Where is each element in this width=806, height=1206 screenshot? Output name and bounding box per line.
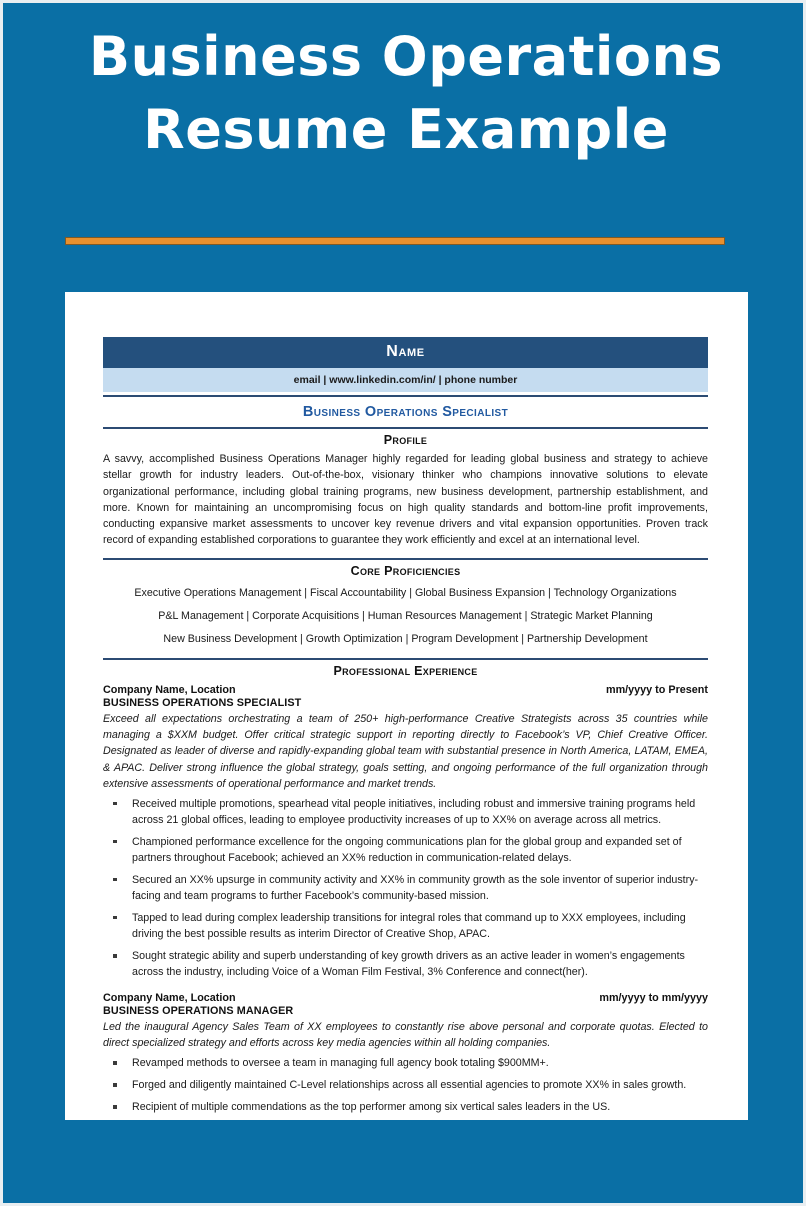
experience-bullet: Tapped to lead during complex leadership transitions for integral roles that command up to XXX employees, including driving the best possible results as interim Director of Creative Shop, APAC. [103, 910, 708, 942]
experience-dates: mm/yyyy to Present [605, 684, 708, 697]
section-title-profile: Profile [383, 433, 428, 447]
experience-entry [103, 992, 708, 1115]
core-proficiency-row: P&L Management | Corporate Acquisitions | Human Resources Management | Strategic Market Planning [158, 609, 653, 622]
experience-company: Company Name, Location [103, 684, 236, 697]
experience-company: Company Name, Location [103, 992, 236, 1005]
experience-bullet: Received multiple promotions, spearhead vital people initiatives, including robust and immersive training programs held across 21 global offices, leading to employee productivity increases of up to XX% on average across all metrics. [103, 796, 708, 828]
resume-name-bar: Name [103, 337, 708, 368]
core-proficiency-row: Executive Operations Management | Fiscal Accountability | Global Business Expansion | Technology Organizations [134, 586, 677, 599]
resume-document-card [65, 292, 748, 1120]
accent-divider-bar [65, 237, 725, 245]
experience-bullet: Forged and diligently maintained C-Level relationships across all essential agencies to promote XX% in sales growth. [103, 1077, 708, 1093]
section-title-core-proficiencies: Core Proficiencies [350, 563, 461, 578]
section-title-professional-experience: Professional Experience [333, 664, 478, 679]
experience-bullet: Revamped methods to oversee a team in managing full agency book totaling $900MM+. [103, 1055, 708, 1071]
resume-contact-bar: email | www.linkedin.com/in/ | phone number [103, 368, 708, 392]
experience-dates: mm/yyyy to mm/yyyy [599, 992, 708, 1005]
resume-headline: Business Operations Specialist [302, 404, 509, 420]
banner-title [3, 21, 806, 167]
experience-role: BUSINESS OPERATIONS SPECIALIST [103, 697, 302, 710]
experience-header [103, 684, 708, 696]
core-proficiency-row: New Business Development | Growth Optimization | Program Development | Partnership Development [163, 633, 648, 646]
experience-summary: Exceed all expectations orchestrating a team of 250+ high-performance Creative Strategists across 35 countries while managing a $XXM budget. Offer critical strategic support in reporting directly to Facebook’s VP, Chief Creative Officer. Designated as leader of diverse and rapidly-expanding global team with substantial presence in North America, LATAM, EMEA, & APAC. Deliver strong influence the global strategy, goals setting, and ongoing performance of the full organization through extensive assessments of operational performance and market trends. [103, 713, 708, 790]
experience-role: BUSINESS OPERATIONS MANAGER [103, 1005, 294, 1018]
experience-bullet: Recipient of multiple commendations as the top performer among six vertical sales leaders in the US. [103, 1099, 708, 1115]
experience-bullet-list [103, 1055, 708, 1115]
experience-bullet-list [103, 796, 708, 980]
profile-text: A savvy, accomplished Business Operations Manager highly regarded for leading global business and strategy to achieve stellar growth for industry leaders. Out-of-the-box, visionary thinker who champions innovative solutions to elevate organizational performance, including global training programs, new business development, partnership establishment, and more. Known for maintaining an uncompromising focus on high quality standards and bottom-line profit improvements, conducting expansive market assessments to uncover key revenue drivers and vital expansion opportunities. Proven track record of expanding established corporations to guarantee they work efficiently and excel at an international level. [103, 453, 708, 547]
banner [3, 21, 806, 167]
banner-title-line1: Business Operations [88, 25, 724, 88]
experience-bullet: Sought strategic ability and superb understanding of key growth drivers as an active leader in women’s engagements across the industry, including Voice of a Woman Film Festival, 3% Conference and connect(her). [103, 948, 708, 980]
banner-title-line2: Resume Example [143, 97, 669, 161]
experience-bullet: Championed performance excellence for the ongoing communications plan for the global group and expanded set of partners throughout Facebook; achieved an XX% reduction in communication-related delays. [103, 834, 708, 866]
resume-content [103, 337, 708, 1121]
experience-header [103, 992, 708, 1004]
experience-summary: Led the inaugural Agency Sales Team of XX employees to constantly rise above personal and corporate quotas. Elected to direct specialized strategy and efforts across key media agencies within all holding companies. [103, 1021, 708, 1050]
experience-entry [103, 684, 708, 980]
experience-bullet: Secured an XX% upsurge in community activity and XX% in community growth as the sole inventor of superior industry-facing and team programs to further Facebook’s community-based mission. [103, 872, 708, 904]
